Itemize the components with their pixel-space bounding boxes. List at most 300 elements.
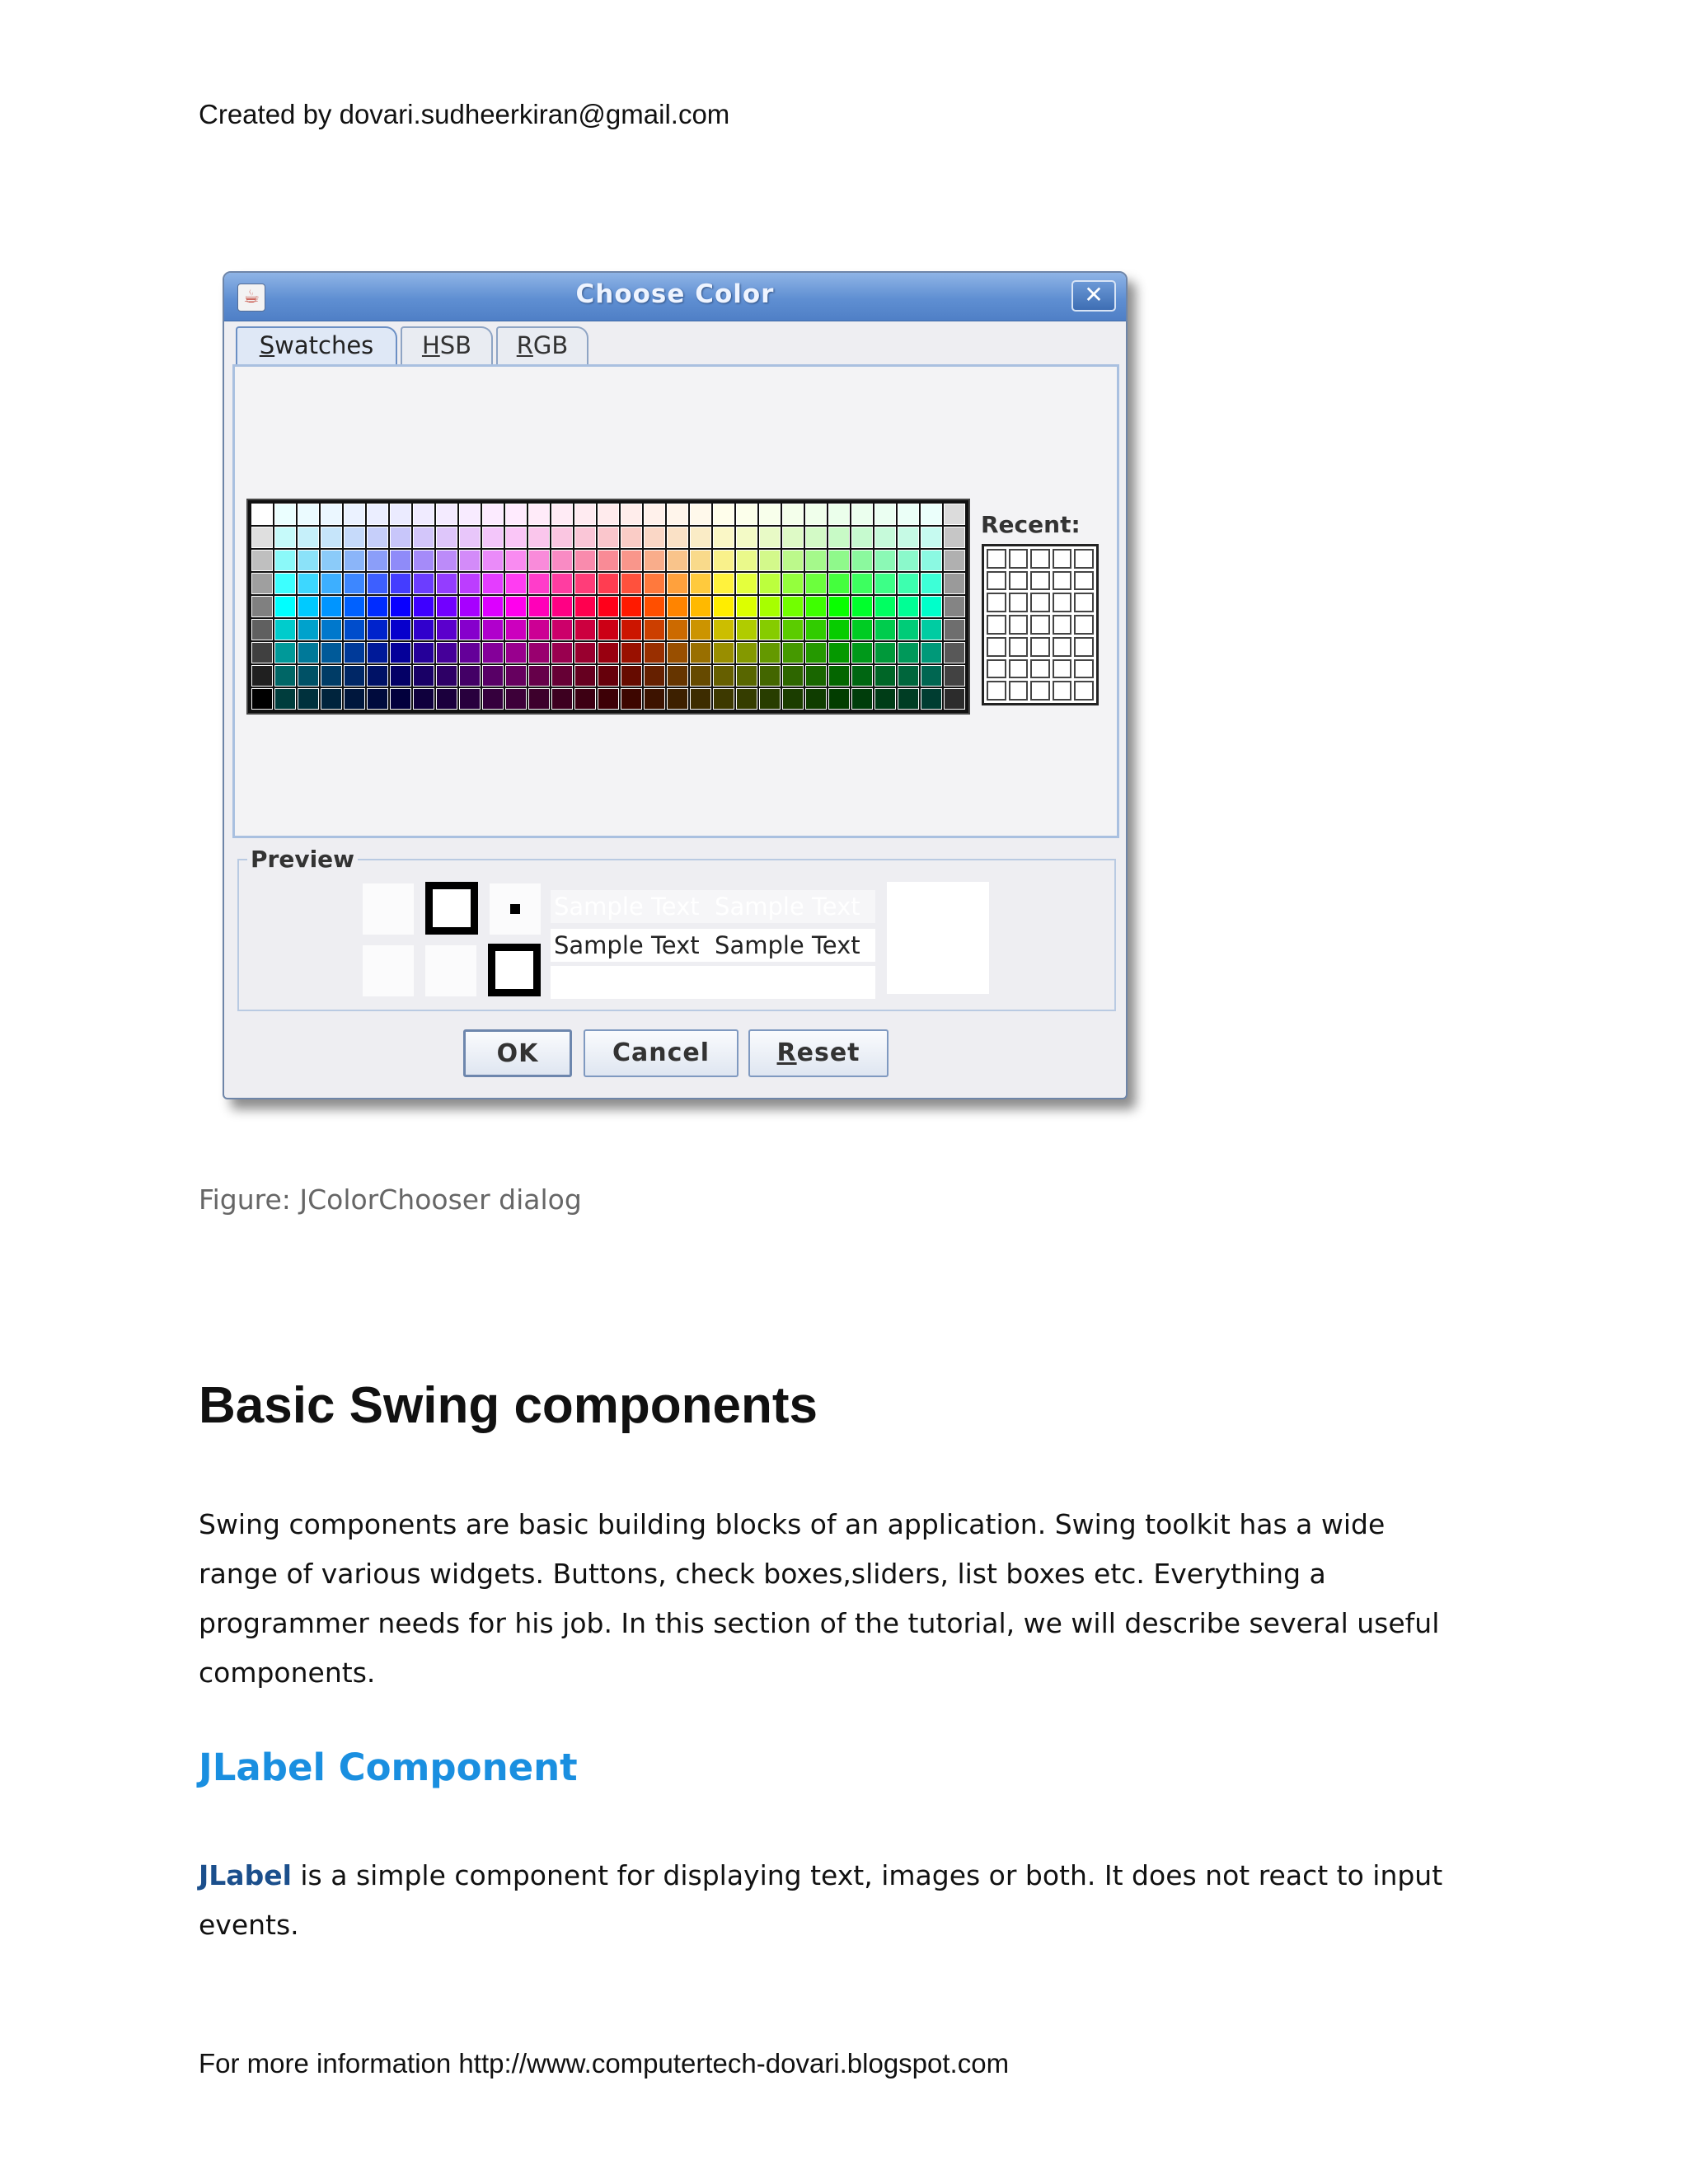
recent-swatch[interactable]: [1074, 571, 1094, 591]
recent-swatch[interactable]: [1074, 659, 1094, 679]
color-swatch[interactable]: [759, 619, 781, 640]
color-swatch[interactable]: [713, 619, 734, 640]
color-swatch[interactable]: [459, 596, 481, 617]
color-swatch[interactable]: [528, 504, 550, 525]
color-swatch[interactable]: [551, 688, 573, 710]
color-swatch[interactable]: [944, 550, 965, 571]
color-swatch[interactable]: [644, 527, 665, 548]
color-swatch[interactable]: [644, 619, 665, 640]
color-swatch[interactable]: [298, 573, 319, 594]
color-swatch[interactable]: [482, 642, 504, 663]
recent-swatch[interactable]: [1053, 571, 1072, 591]
color-swatch[interactable]: [251, 688, 273, 710]
color-swatch[interactable]: [690, 642, 711, 663]
color-swatch[interactable]: [367, 688, 388, 710]
color-swatch[interactable]: [251, 527, 273, 548]
color-swatch[interactable]: [667, 688, 688, 710]
recent-swatch[interactable]: [987, 659, 1006, 679]
recent-swatch[interactable]: [1074, 549, 1094, 569]
color-swatch[interactable]: [274, 665, 296, 687]
color-swatch[interactable]: [621, 550, 642, 571]
color-swatch[interactable]: [574, 619, 596, 640]
color-swatch[interactable]: [459, 688, 481, 710]
color-swatch[interactable]: [321, 573, 342, 594]
color-swatch[interactable]: [344, 596, 365, 617]
color-swatch[interactable]: [551, 619, 573, 640]
color-swatch[interactable]: [367, 504, 388, 525]
color-swatch[interactable]: [505, 527, 527, 548]
color-swatch[interactable]: [505, 665, 527, 687]
color-swatch[interactable]: [321, 642, 342, 663]
color-swatch[interactable]: [574, 665, 596, 687]
color-swatch[interactable]: [690, 619, 711, 640]
color-swatch[interactable]: [344, 642, 365, 663]
color-swatch[interactable]: [321, 619, 342, 640]
recent-swatch[interactable]: [987, 681, 1006, 701]
color-swatch[interactable]: [298, 596, 319, 617]
color-swatch[interactable]: [667, 596, 688, 617]
cancel-button[interactable]: Cancel: [584, 1029, 738, 1077]
color-swatch[interactable]: [805, 665, 827, 687]
color-swatch[interactable]: [944, 688, 965, 710]
color-swatch[interactable]: [851, 596, 873, 617]
close-button[interactable]: ✕: [1071, 280, 1116, 312]
color-swatch[interactable]: [621, 619, 642, 640]
color-swatch[interactable]: [344, 665, 365, 687]
color-swatch[interactable]: [851, 573, 873, 594]
color-swatch[interactable]: [413, 573, 434, 594]
recent-swatch[interactable]: [987, 593, 1006, 612]
color-swatch[interactable]: [528, 665, 550, 687]
color-swatch[interactable]: [736, 596, 757, 617]
recent-swatch[interactable]: [1030, 637, 1050, 657]
color-swatch[interactable]: [344, 550, 365, 571]
color-swatch[interactable]: [436, 688, 457, 710]
tab-swatches[interactable]: [236, 326, 397, 364]
color-swatch[interactable]: [667, 504, 688, 525]
color-swatch[interactable]: [528, 688, 550, 710]
color-swatch[interactable]: [390, 573, 411, 594]
recent-swatch[interactable]: [1053, 549, 1072, 569]
color-swatch[interactable]: [944, 665, 965, 687]
color-swatch[interactable]: [828, 550, 850, 571]
color-swatch[interactable]: [598, 527, 619, 548]
color-swatch[interactable]: [551, 665, 573, 687]
color-swatch[interactable]: [874, 573, 896, 594]
color-swatch[interactable]: [598, 596, 619, 617]
recent-swatch[interactable]: [1009, 681, 1029, 701]
color-swatch[interactable]: [713, 688, 734, 710]
color-swatch[interactable]: [344, 573, 365, 594]
color-swatch[interactable]: [736, 504, 757, 525]
color-swatch[interactable]: [251, 550, 273, 571]
color-swatch[interactable]: [921, 573, 942, 594]
reset-button[interactable]: [748, 1029, 889, 1077]
recent-swatch[interactable]: [1030, 681, 1050, 701]
color-swatch[interactable]: [598, 688, 619, 710]
color-swatch[interactable]: [621, 665, 642, 687]
color-swatch[interactable]: [367, 596, 388, 617]
color-swatch[interactable]: [274, 527, 296, 548]
color-swatch[interactable]: [921, 688, 942, 710]
color-swatch[interactable]: [782, 550, 804, 571]
color-swatch[interactable]: [759, 550, 781, 571]
color-swatch[interactable]: [874, 527, 896, 548]
color-swatch[interactable]: [782, 596, 804, 617]
color-swatch[interactable]: [598, 665, 619, 687]
color-swatch[interactable]: [436, 596, 457, 617]
recent-swatch[interactable]: [1053, 659, 1072, 679]
color-swatch[interactable]: [251, 642, 273, 663]
color-swatch[interactable]: [436, 527, 457, 548]
recent-swatch[interactable]: [1074, 593, 1094, 612]
color-swatch[interactable]: [390, 504, 411, 525]
recent-swatch[interactable]: [1074, 615, 1094, 635]
color-swatch[interactable]: [574, 504, 596, 525]
color-swatch[interactable]: [598, 504, 619, 525]
color-swatch[interactable]: [644, 596, 665, 617]
recent-swatch[interactable]: [987, 571, 1006, 591]
color-swatch[interactable]: [713, 550, 734, 571]
color-swatch[interactable]: [436, 665, 457, 687]
color-swatch[interactable]: [528, 642, 550, 663]
color-swatch[interactable]: [367, 665, 388, 687]
color-swatch[interactable]: [736, 527, 757, 548]
color-swatch[interactable]: [528, 596, 550, 617]
color-swatch[interactable]: [251, 619, 273, 640]
color-swatch[interactable]: [321, 596, 342, 617]
color-swatch[interactable]: [736, 665, 757, 687]
color-swatch[interactable]: [690, 665, 711, 687]
color-swatch[interactable]: [505, 688, 527, 710]
recent-swatch[interactable]: [1009, 549, 1029, 569]
color-swatch[interactable]: [921, 527, 942, 548]
recent-swatch[interactable]: [1074, 637, 1094, 657]
recent-swatch[interactable]: [1030, 549, 1050, 569]
color-swatch[interactable]: [921, 550, 942, 571]
color-swatch[interactable]: [505, 573, 527, 594]
color-swatch[interactable]: [482, 504, 504, 525]
color-swatch[interactable]: [944, 504, 965, 525]
color-swatch[interactable]: [898, 596, 919, 617]
color-swatch[interactable]: [459, 504, 481, 525]
color-swatch[interactable]: [851, 527, 873, 548]
color-swatch[interactable]: [828, 596, 850, 617]
color-swatch[interactable]: [898, 550, 919, 571]
recent-swatch[interactable]: [987, 549, 1006, 569]
color-swatch[interactable]: [344, 688, 365, 710]
color-swatch[interactable]: [321, 550, 342, 571]
color-swatch[interactable]: [413, 596, 434, 617]
color-swatch[interactable]: [805, 642, 827, 663]
color-swatch[interactable]: [736, 550, 757, 571]
color-swatch[interactable]: [805, 550, 827, 571]
color-swatch[interactable]: [667, 550, 688, 571]
color-swatch[interactable]: [390, 596, 411, 617]
color-swatch[interactable]: [667, 527, 688, 548]
color-swatch[interactable]: [528, 550, 550, 571]
color-swatch[interactable]: [759, 573, 781, 594]
color-swatch[interactable]: [598, 550, 619, 571]
color-swatch[interactable]: [598, 642, 619, 663]
color-swatch[interactable]: [921, 596, 942, 617]
color-swatch[interactable]: [736, 619, 757, 640]
color-swatch[interactable]: [390, 550, 411, 571]
color-swatch[interactable]: [736, 688, 757, 710]
color-swatch[interactable]: [851, 619, 873, 640]
color-swatch[interactable]: [344, 619, 365, 640]
color-swatch[interactable]: [944, 573, 965, 594]
color-swatch[interactable]: [367, 642, 388, 663]
color-swatch[interactable]: [667, 642, 688, 663]
color-swatch[interactable]: [921, 665, 942, 687]
color-swatch[interactable]: [413, 504, 434, 525]
color-swatch[interactable]: [505, 619, 527, 640]
color-swatch[interactable]: [482, 573, 504, 594]
recent-swatch[interactable]: [987, 615, 1006, 635]
color-swatch[interactable]: [436, 642, 457, 663]
color-swatch[interactable]: [621, 688, 642, 710]
color-swatch[interactable]: [251, 596, 273, 617]
color-swatch[interactable]: [528, 573, 550, 594]
color-swatch[interactable]: [713, 527, 734, 548]
color-swatch[interactable]: [782, 619, 804, 640]
color-swatch[interactable]: [367, 550, 388, 571]
color-swatch[interactable]: [459, 665, 481, 687]
color-swatch[interactable]: [551, 642, 573, 663]
color-swatch[interactable]: [367, 619, 388, 640]
color-swatch[interactable]: [274, 596, 296, 617]
color-swatch[interactable]: [898, 504, 919, 525]
color-swatch[interactable]: [782, 688, 804, 710]
color-swatch[interactable]: [551, 527, 573, 548]
color-swatch[interactable]: [921, 504, 942, 525]
color-swatch[interactable]: [390, 688, 411, 710]
color-swatch[interactable]: [574, 550, 596, 571]
color-swatch[interactable]: [805, 527, 827, 548]
color-swatch[interactable]: [551, 550, 573, 571]
color-swatch[interactable]: [436, 619, 457, 640]
color-swatch[interactable]: [690, 504, 711, 525]
color-swatch[interactable]: [782, 573, 804, 594]
color-swatch[interactable]: [413, 527, 434, 548]
color-swatch[interactable]: [528, 527, 550, 548]
color-swatch[interactable]: [690, 527, 711, 548]
color-swatch[interactable]: [759, 504, 781, 525]
color-swatch[interactable]: [805, 573, 827, 594]
color-swatch[interactable]: [413, 665, 434, 687]
color-swatch[interactable]: [667, 619, 688, 640]
color-swatch[interactable]: [828, 642, 850, 663]
color-swatch[interactable]: [828, 527, 850, 548]
color-swatch[interactable]: [898, 573, 919, 594]
color-swatch[interactable]: [874, 619, 896, 640]
color-swatch[interactable]: [851, 504, 873, 525]
color-swatch[interactable]: [274, 573, 296, 594]
color-swatch[interactable]: [482, 527, 504, 548]
color-swatch[interactable]: [598, 619, 619, 640]
color-swatch[interactable]: [574, 573, 596, 594]
color-swatch[interactable]: [574, 596, 596, 617]
color-swatch[interactable]: [782, 665, 804, 687]
color-swatch[interactable]: [828, 688, 850, 710]
color-swatch[interactable]: [274, 688, 296, 710]
color-swatch[interactable]: [459, 573, 481, 594]
color-swatch[interactable]: [390, 527, 411, 548]
color-swatch[interactable]: [298, 504, 319, 525]
color-swatch[interactable]: [921, 642, 942, 663]
color-swatch[interactable]: [574, 688, 596, 710]
dialog-titlebar[interactable]: [224, 273, 1126, 321]
color-swatch[interactable]: [436, 504, 457, 525]
color-swatch[interactable]: [874, 504, 896, 525]
color-swatch[interactable]: [413, 550, 434, 571]
color-swatch[interactable]: [874, 665, 896, 687]
ok-button[interactable]: OK: [463, 1029, 572, 1077]
recent-swatch[interactable]: [1030, 571, 1050, 591]
color-swatch[interactable]: [644, 642, 665, 663]
color-swatch[interactable]: [874, 550, 896, 571]
color-swatch[interactable]: [898, 688, 919, 710]
color-swatch[interactable]: [436, 573, 457, 594]
color-swatch[interactable]: [482, 688, 504, 710]
recent-swatch[interactable]: [1053, 637, 1072, 657]
tab-hsb[interactable]: [401, 326, 493, 364]
color-swatch[interactable]: [944, 596, 965, 617]
color-swatch[interactable]: [367, 573, 388, 594]
color-swatch[interactable]: [298, 527, 319, 548]
color-swatch[interactable]: [828, 573, 850, 594]
recent-swatch[interactable]: [1009, 637, 1029, 657]
color-swatch[interactable]: [321, 527, 342, 548]
color-swatch[interactable]: [851, 550, 873, 571]
color-swatch[interactable]: [344, 504, 365, 525]
recent-swatch[interactable]: [1030, 615, 1050, 635]
color-swatch[interactable]: [459, 619, 481, 640]
recent-swatch[interactable]: [1009, 571, 1029, 591]
recent-swatch[interactable]: [1009, 659, 1029, 679]
color-swatch[interactable]: [736, 642, 757, 663]
color-swatch[interactable]: [459, 550, 481, 571]
color-swatch[interactable]: [274, 550, 296, 571]
recent-swatch[interactable]: [1030, 659, 1050, 679]
color-swatch[interactable]: [390, 642, 411, 663]
color-swatch[interactable]: [828, 504, 850, 525]
color-swatch[interactable]: [944, 527, 965, 548]
color-swatch[interactable]: [298, 619, 319, 640]
color-swatch[interactable]: [644, 573, 665, 594]
color-swatch[interactable]: [782, 642, 804, 663]
recent-swatch[interactable]: [1009, 615, 1029, 635]
color-swatch[interactable]: [274, 504, 296, 525]
color-swatch[interactable]: [551, 596, 573, 617]
tab-rgb[interactable]: [496, 326, 588, 364]
color-swatch[interactable]: [482, 596, 504, 617]
color-swatch[interactable]: [574, 642, 596, 663]
color-swatch[interactable]: [713, 665, 734, 687]
color-swatch[interactable]: [551, 504, 573, 525]
color-swatch[interactable]: [782, 527, 804, 548]
color-swatch[interactable]: [251, 504, 273, 525]
color-swatch[interactable]: [759, 642, 781, 663]
color-swatch[interactable]: [367, 527, 388, 548]
color-swatch[interactable]: [759, 688, 781, 710]
color-swatch[interactable]: [759, 527, 781, 548]
color-swatch[interactable]: [644, 550, 665, 571]
color-swatch[interactable]: [505, 550, 527, 571]
color-swatch[interactable]: [482, 550, 504, 571]
color-swatch[interactable]: [621, 642, 642, 663]
color-swatch[interactable]: [690, 573, 711, 594]
recent-swatch[interactable]: [1009, 593, 1029, 612]
color-swatch[interactable]: [505, 642, 527, 663]
color-swatch[interactable]: [851, 688, 873, 710]
color-swatch[interactable]: [944, 642, 965, 663]
color-swatch[interactable]: [459, 527, 481, 548]
recent-swatch[interactable]: [1074, 681, 1094, 701]
color-swatch[interactable]: [759, 596, 781, 617]
color-swatch[interactable]: [298, 642, 319, 663]
color-swatch[interactable]: [482, 665, 504, 687]
color-swatch[interactable]: [736, 573, 757, 594]
color-swatch[interactable]: [298, 665, 319, 687]
color-swatch[interactable]: [621, 527, 642, 548]
color-swatch[interactable]: [551, 573, 573, 594]
color-swatch[interactable]: [667, 665, 688, 687]
color-swatch[interactable]: [874, 688, 896, 710]
color-swatch[interactable]: [828, 665, 850, 687]
color-swatch[interactable]: [667, 573, 688, 594]
color-swatch[interactable]: [898, 665, 919, 687]
color-swatch[interactable]: [413, 642, 434, 663]
color-swatch[interactable]: [390, 619, 411, 640]
color-swatch[interactable]: [298, 550, 319, 571]
recent-swatch[interactable]: [987, 637, 1006, 657]
color-swatch[interactable]: [898, 642, 919, 663]
color-swatch[interactable]: [413, 688, 434, 710]
color-swatch[interactable]: [898, 527, 919, 548]
color-swatch[interactable]: [782, 504, 804, 525]
color-swatch[interactable]: [851, 642, 873, 663]
color-swatch[interactable]: [690, 596, 711, 617]
color-swatch[interactable]: [321, 504, 342, 525]
color-swatch[interactable]: [413, 619, 434, 640]
recent-swatch[interactable]: [1030, 593, 1050, 612]
color-swatch[interactable]: [874, 642, 896, 663]
color-swatch[interactable]: [944, 619, 965, 640]
color-swatch[interactable]: [805, 504, 827, 525]
color-swatch[interactable]: [898, 619, 919, 640]
color-swatch[interactable]: [505, 596, 527, 617]
color-swatch[interactable]: [644, 688, 665, 710]
color-swatch[interactable]: [713, 642, 734, 663]
color-swatch[interactable]: [298, 688, 319, 710]
color-swatch[interactable]: [713, 573, 734, 594]
color-swatch[interactable]: [598, 573, 619, 594]
color-swatch[interactable]: [828, 619, 850, 640]
color-swatch[interactable]: [644, 504, 665, 525]
color-swatch[interactable]: [851, 665, 873, 687]
color-swatch[interactable]: [482, 619, 504, 640]
color-swatch[interactable]: [713, 596, 734, 617]
color-swatch[interactable]: [574, 527, 596, 548]
color-swatch[interactable]: [621, 504, 642, 525]
color-swatch[interactable]: [921, 619, 942, 640]
color-swatch[interactable]: [459, 642, 481, 663]
color-swatch[interactable]: [805, 596, 827, 617]
color-swatch[interactable]: [621, 596, 642, 617]
color-swatch[interactable]: [251, 665, 273, 687]
